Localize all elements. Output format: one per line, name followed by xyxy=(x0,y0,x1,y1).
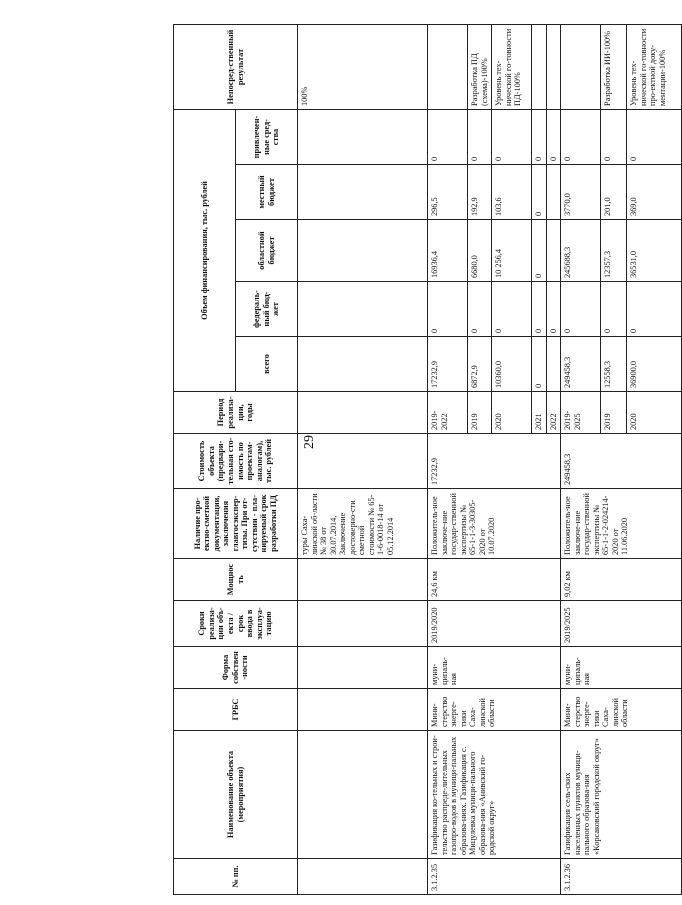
funding-table xyxy=(173,24,682,895)
header-result: Непосред-ственный результат xyxy=(174,24,298,109)
project-name: Газификация сель-ских населенных пунктов муници-пального образова-ния «Корсаковский городской округ» xyxy=(561,731,682,859)
table-row xyxy=(428,24,468,894)
header-funding: Объем финансирования, тыс. рублей xyxy=(174,109,236,391)
project-terms: 2019/2020 xyxy=(428,601,561,647)
result-cell xyxy=(428,24,468,109)
period-cell: 2020 xyxy=(627,392,682,434)
carry-result: 100% xyxy=(298,24,428,109)
header-regional: областной бюджет xyxy=(236,220,298,282)
header-period: Период реализа-ции, годы xyxy=(174,392,298,434)
header-total: всего xyxy=(236,337,298,392)
result-cell xyxy=(532,24,547,109)
federal-cell: 0 xyxy=(428,282,468,337)
project-docs: Положитель-ное заключе-ние государ-ственной экспертизы № 65-1-1-3-30305-2020 от 10.07.2020 xyxy=(428,489,561,559)
attracted-cell: 0 xyxy=(492,109,532,164)
project-docs: Положитель-ное заключе-ние государ-ственной экспертизы № 65-1-1-2-024214-2020 от 11.06.2020 xyxy=(561,489,682,559)
local-cell: 103,6 xyxy=(492,165,532,220)
regional-cell: 36531,0 xyxy=(627,220,682,282)
header-name: Наименование объекта (мероприятия) xyxy=(174,731,298,859)
regional-cell: 16936,4 xyxy=(428,220,468,282)
local-cell: 296,5 xyxy=(428,165,468,220)
federal-cell: 0 xyxy=(561,282,601,337)
header-terms: Сроки реализа-ции объ-екта / срок ввода в эксплуа-тацию xyxy=(174,601,298,647)
attracted-cell: 0 xyxy=(601,109,627,164)
attracted-cell: 0 xyxy=(561,109,601,164)
local-cell: 0 xyxy=(532,165,547,220)
project-number: 3.1.2.36 xyxy=(561,859,682,895)
project-grbs: Мини-стерство энерге-тики Саха-линской области xyxy=(428,689,561,731)
attracted-cell: 0 xyxy=(428,109,468,164)
project-capacity: 9,02 км xyxy=(561,559,682,601)
local-cell: 369,0 xyxy=(627,165,682,220)
header-docs: Наличие про-ектно-сметной документации, заключения главгосэкспер-тизы. При от-сутствии - пла-нируемый срок разработки ПД xyxy=(174,489,298,559)
period-cell: 2020 xyxy=(492,392,532,434)
table-body xyxy=(298,24,682,894)
project-capacity: 24,6 км xyxy=(428,559,561,601)
result-cell: Уровень тех-нической го-товности про-ектной доку-ментации-100% xyxy=(627,24,682,109)
project-cost: 17232,9 xyxy=(428,434,561,489)
total-cell: 17232,9 xyxy=(428,337,468,392)
header-federal: федераль-ный бюд-жет xyxy=(236,282,298,337)
header-attracted: привлечен-ные сред-ства xyxy=(236,109,298,164)
header-ownership: Форма собствен-ности xyxy=(174,647,298,689)
federal-cell: 0 xyxy=(468,282,492,337)
federal-cell: 0 xyxy=(492,282,532,337)
federal-cell: 0 xyxy=(627,282,682,337)
federal-cell: 0 xyxy=(546,282,561,337)
federal-cell: 0 xyxy=(532,282,547,337)
total-cell: 10360,0 xyxy=(492,337,532,392)
project-number: 3.1.2.35 xyxy=(428,859,561,895)
project-name: Газификация ко-тельных и строи-тельство распреде-лительных газопро-водов в муници-пальных образова-ниях. Газификация с. Мицулевка муници-пального образова-ния «Анивский го-родской округ» xyxy=(428,731,561,859)
total-cell: 249458,3 xyxy=(561,337,601,392)
total-cell: 36900,0 xyxy=(627,337,682,392)
total-cell: 0 xyxy=(532,337,547,392)
attracted-cell: 0 xyxy=(627,109,682,164)
regional-cell xyxy=(546,220,561,282)
page-number: 29 xyxy=(302,435,317,449)
local-cell: 201,0 xyxy=(601,165,627,220)
regional-cell: 10 256,4 xyxy=(492,220,532,282)
header-cost: Стоимость объекта (предвари-тельная сто-имость по проектам-аналогам), тыс. рублей xyxy=(174,434,298,489)
attracted-cell: 0 xyxy=(532,109,547,164)
period-cell: 2019 xyxy=(468,392,492,434)
result-cell xyxy=(561,24,601,109)
federal-cell: 0 xyxy=(601,282,627,337)
project-terms: 2019/2025 xyxy=(561,601,682,647)
header-local: местный бюджет xyxy=(236,165,298,220)
result-cell: Разработка ПД (схема)-100% xyxy=(468,24,492,109)
header-capacity: Мощность xyxy=(174,559,298,601)
table-row xyxy=(561,24,601,894)
result-cell xyxy=(546,24,561,109)
header-num: № пп. xyxy=(174,859,298,895)
project-ownership: муни-ципаль-ная xyxy=(561,647,682,689)
local-cell xyxy=(546,165,561,220)
result-cell: Разработка ИИ-100% xyxy=(601,24,627,109)
local-cell: 192,9 xyxy=(468,165,492,220)
regional-cell: 245688,3 xyxy=(561,220,601,282)
regional-cell: 12357,3 xyxy=(601,220,627,282)
carry-over-row xyxy=(298,24,428,894)
attracted-cell: 0 xyxy=(546,109,561,164)
period-cell: 2019 xyxy=(601,392,627,434)
period-cell: 2021 xyxy=(532,392,547,434)
total-cell xyxy=(546,337,561,392)
project-cost: 249458,3 xyxy=(561,434,682,489)
carry-docs: туры Саха-линской об-ласти № 38 от 30.07.2014, Заключение достоверно-сти сметной стоимости № 65-1-6-0018-14 от 05.12.2014 xyxy=(298,489,428,559)
project-ownership: муни-ципаль-ная xyxy=(428,647,561,689)
result-cell: Уровень тех-нической го-товности ПД-100% xyxy=(492,24,532,109)
total-cell: 12558,3 xyxy=(601,337,627,392)
regional-cell: 0 xyxy=(532,220,547,282)
project-grbs: Мини-стерство энерге-тики Саха-линской области xyxy=(561,689,682,731)
period-cell: 2019-2022 xyxy=(428,392,468,434)
period-cell: 2019-2025 xyxy=(561,392,601,434)
local-cell: 3770,0 xyxy=(561,165,601,220)
rotated-table-container xyxy=(173,25,667,895)
total-cell: 6872,9 xyxy=(468,337,492,392)
header-grbs: ГРБС xyxy=(174,689,298,731)
period-cell: 2022 xyxy=(546,392,561,434)
attracted-cell: 0 xyxy=(468,109,492,164)
regional-cell: 6680,0 xyxy=(468,220,492,282)
